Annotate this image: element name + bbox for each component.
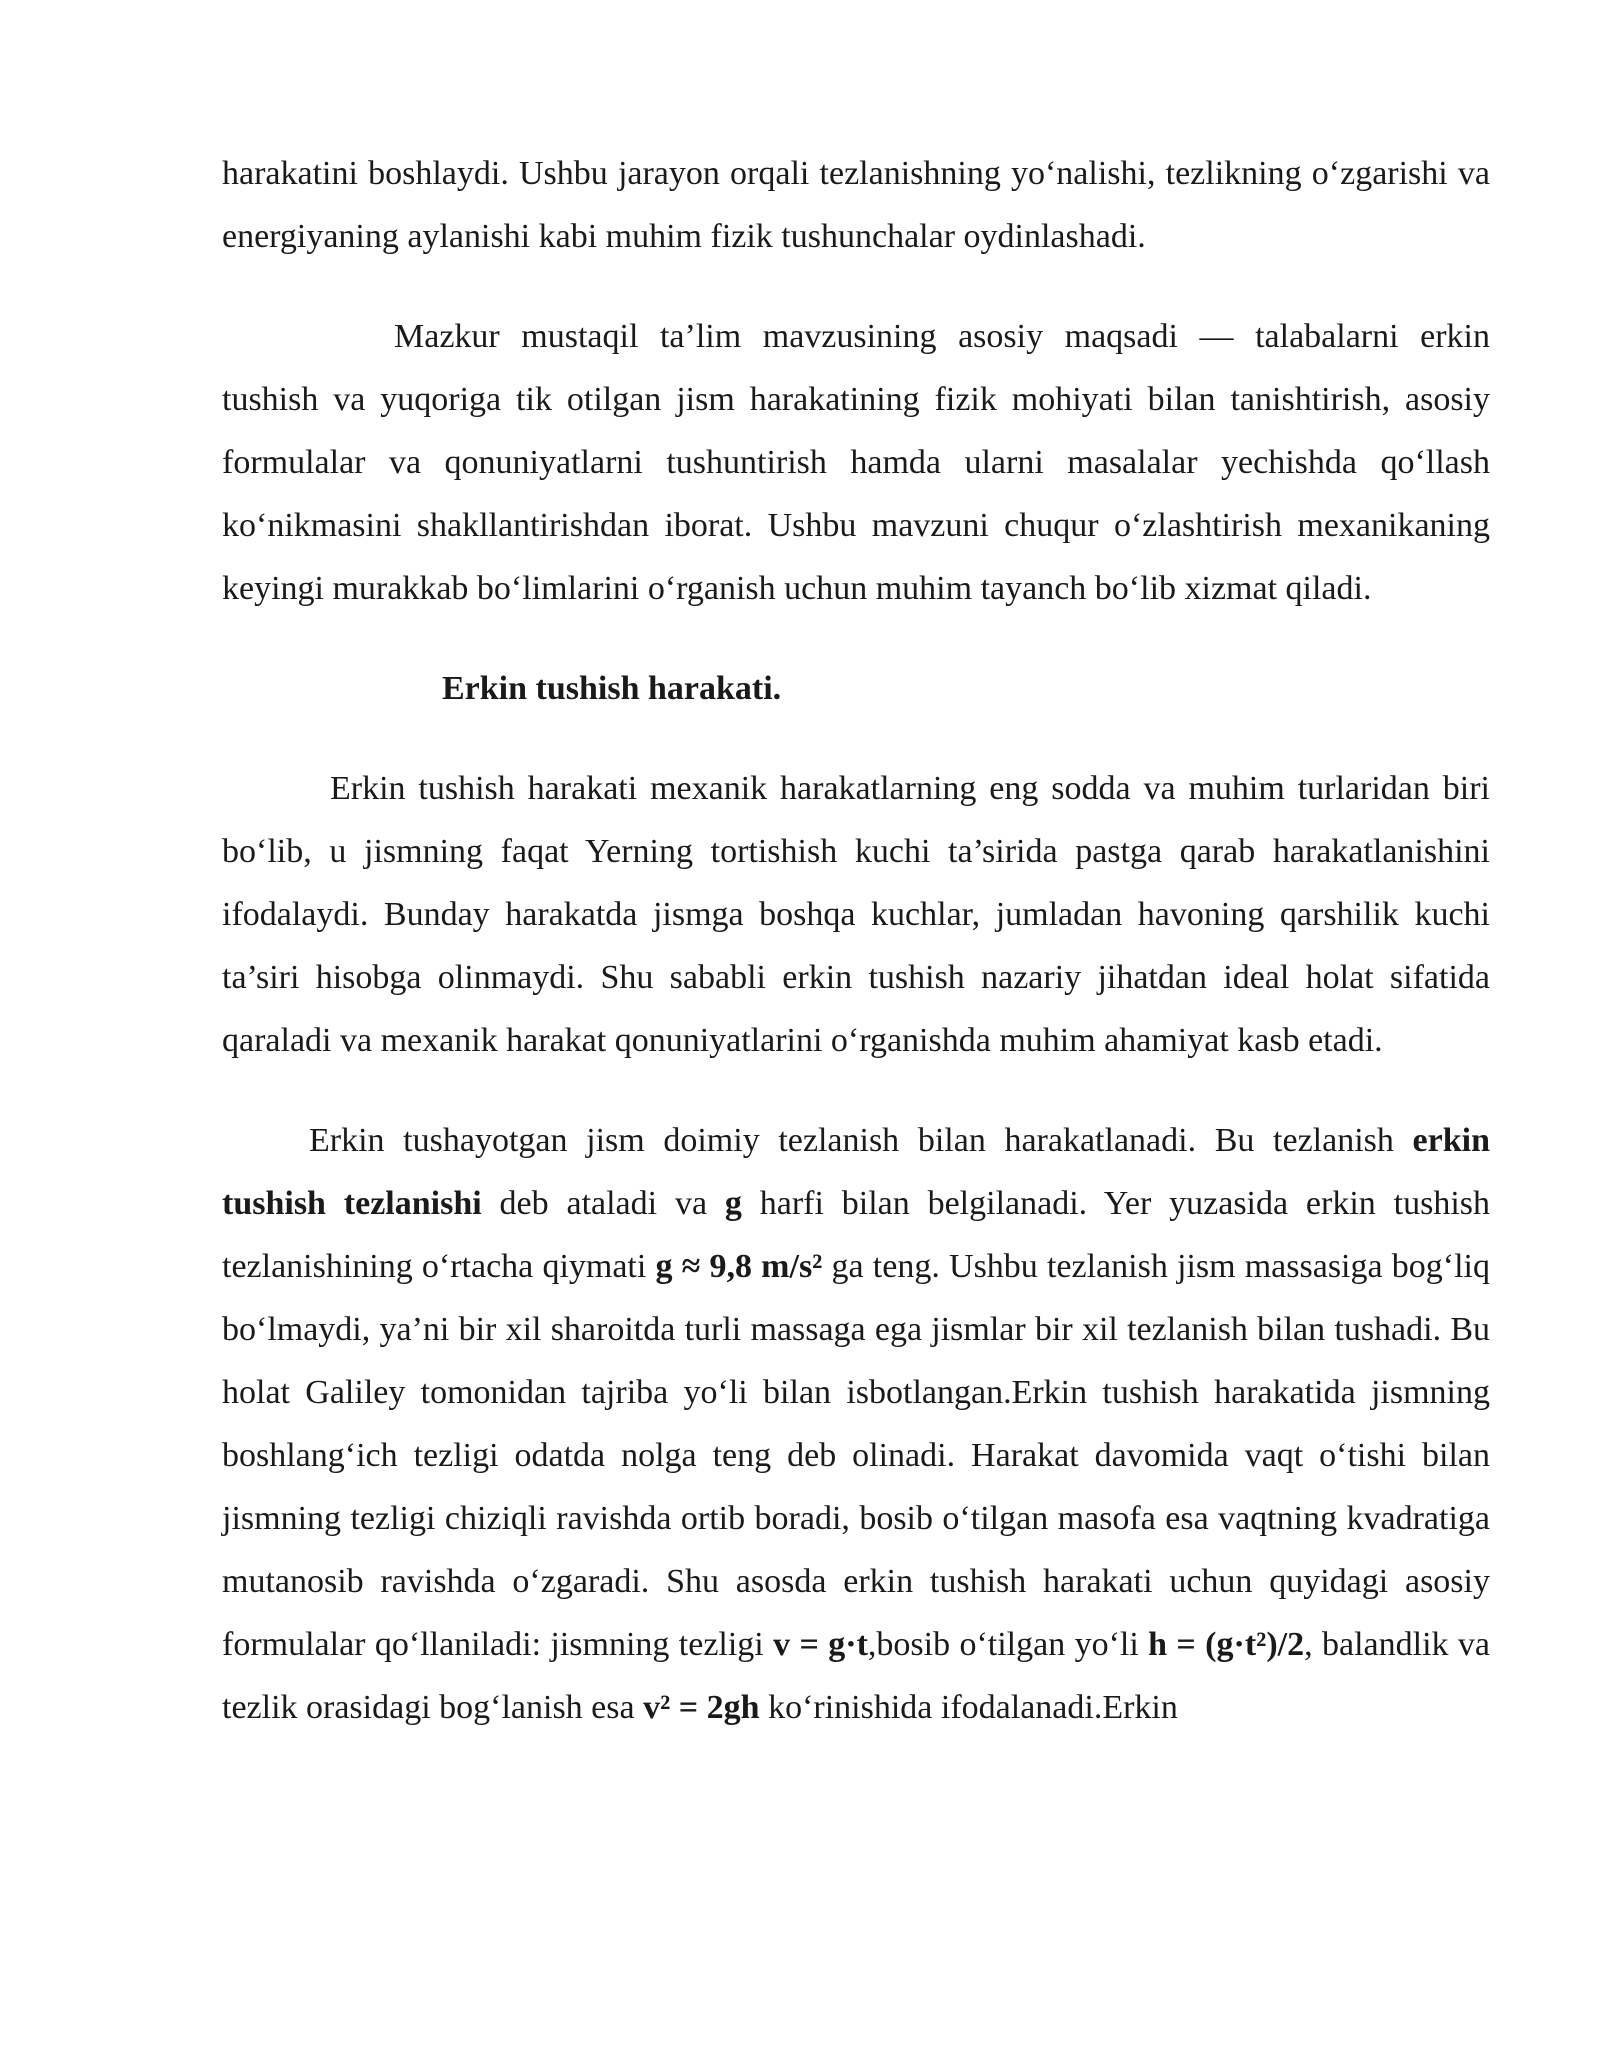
text-span: Erkin tushayotgan jism doimiy tezlanish bilan harakatlanadi. Bu tezlanish — [309, 1122, 1413, 1159]
text-span: harfi bilan belgilanadi. Yer yuzasida erkin tushish tezlanishining o‘rtacha qiymati — [222, 1185, 1490, 1285]
term-free-fall-acceleration: erkin tushish tezlanishi — [222, 1122, 1490, 1222]
document-page — [222, 142, 1490, 1739]
formula-velocity: v = g·t — [773, 1626, 868, 1663]
section-heading: Erkin tushish harakati. — [442, 670, 782, 707]
value-g: g ≈ 9,8 m/s² — [655, 1248, 823, 1285]
formula-distance: h = (g·t²)/2 — [1148, 1626, 1305, 1663]
paragraph-free-fall-formulas — [222, 1109, 1490, 1739]
text-span: , balandlik va tezlik orasidagi bog‘lanish esa — [222, 1626, 1490, 1726]
formula-velocity-height: v² = 2gh — [643, 1689, 760, 1726]
text-span: deb ataladi va — [481, 1185, 725, 1222]
symbol-g: g — [724, 1185, 742, 1222]
paragraph-intro-continuation: harakatini boshlaydi. Ushbu jarayon orqali tezlanishning yo‘nalishi, tezlikning o‘zgarishi va energiyaning aylanishi kabi muhim fizik tushunchalar oydinlashadi. — [222, 155, 1490, 255]
paragraph-goal: Mazkur mustaqil ta’lim mavzusining asosiy maqsadi — talabalarni erkin tushish va yuqoriga tik otilgan jism harakatining fizik mohiyati bilan tanishtirish, asosiy formulalar va qonuniyatlarni tushuntirish hamda ularni masalalar yechishda qo‘llash ko‘nikmasini shakllantirishdan iborat. Ushbu mavzuni chuqur o‘zlashtirish mexanikaning keyingi murakkab bo‘limlarini o‘rganish uchun muhim tayanch bo‘lib xizmat qiladi. — [222, 318, 1490, 607]
paragraph-free-fall-definition: Erkin tushish harakati mexanik harakatlarning eng sodda va muhim turlaridan biri bo‘lib, u jismning faqat Yerning tortishish kuchi ta’sirida pastga qarab harakatlanishini ifodalaydi. Bunday harakatda jismga boshqa kuchlar, jumladan havoning qarshilik kuchi ta’siri hisobga olinmaydi. Shu sababli erkin tushish nazariy jihatdan ideal holat sifatida qaraladi va mexanik harakat qonuniyatlarini o‘rganishda muhim ahamiyat kasb etadi. — [222, 770, 1490, 1059]
text-span: ga teng. Ushbu tezlanish jism massasiga bog‘liq bo‘lmaydi, ya’ni bir xil sharoitda turli massaga ega jismlar bir xil tezlanish bilan tushadi. Bu holat Galiley tomonidan tajriba yo‘li bilan isbotlangan.Erkin tushish harakatida jismning boshlang‘ich tezligi odatda nolga teng deb olinadi. Harakat davomida vaqt o‘tishi bilan jismning tezligi chiziqli ravishda ortib boradi, bosib o‘tilgan masofa esa vaqtning kvadratiga mutanosib ravishda o‘zgaradi. Shu asosda erkin tushish harakati uchun quyidagi asosiy formulalar qo‘llaniladi: jismning tezligi — [222, 1248, 1490, 1663]
text-span: ko‘rinishida ifodalanadi.Erkin — [759, 1689, 1178, 1726]
text-span: ,bosib o‘tilgan yo‘li — [867, 1626, 1149, 1663]
